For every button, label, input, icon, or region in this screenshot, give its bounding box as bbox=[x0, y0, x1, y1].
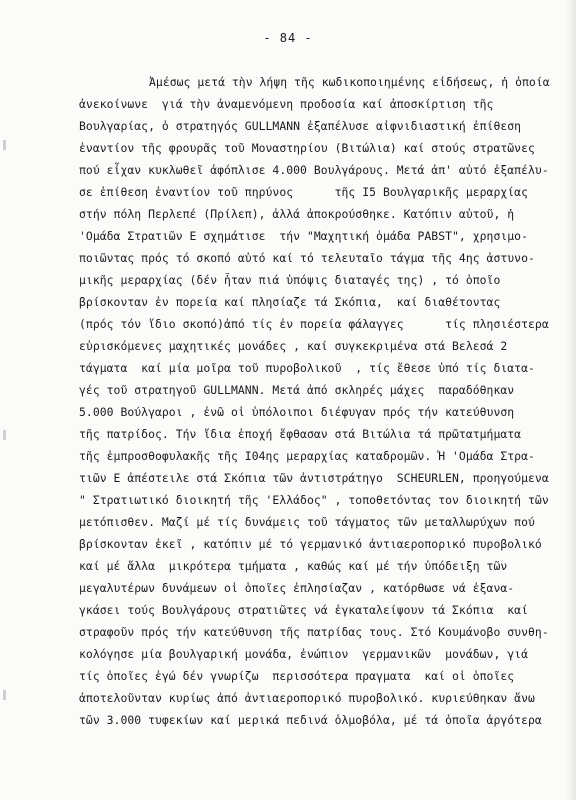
text-line: τῆς πατρίδος. Τήν ἴδια ἐποχή ἔφθασαν στά Βιτώλια τά πρῶτατμήματα bbox=[79, 427, 522, 441]
binding-mark bbox=[3, 430, 6, 440]
text-line: Ἀμέσως μετά τὴν λήψη τῆς κωδικοποιημένης εἰδήσεως, ἡ ὁποία bbox=[149, 75, 550, 89]
text-line: " Στρατιωτικό διοικητή τῆς 'Ελλάδος" , τοποθετόντας τον διοικητή τῶν bbox=[79, 493, 549, 507]
text-line: στραφοῦν πρός τήν κατεύθυνση τῆς πατρίδας τους. Στό Κουμάνοβο συνθη- bbox=[79, 625, 549, 639]
text-line: γκάσει τούς Βουλγάρους στρατιῶτες νά ἐγκαταλείψουν τά Σκόπια καί bbox=[79, 603, 529, 617]
text-line: πού εἶχαν κυκλωθεῖ ἀφόπλισε 4.000 Βουλγάρους. Μετά ἀπ' αὐτό ἐξαπέλυ- bbox=[79, 163, 549, 177]
text-line: 'Ομάδα Στρατιῶν Ε σχημάτισε τήν "Μαχητική ὁμάδα PABST", χρησιμο- bbox=[79, 229, 529, 243]
page-edge-shadow bbox=[566, 0, 576, 800]
binding-mark bbox=[3, 690, 6, 700]
binding-mark bbox=[3, 140, 6, 150]
text-line: 5.000 Βούλγαροι , ἐνῶ οἱ ὑπόλοιποι διέφυγαν πρός τήν κατεύθυνση bbox=[79, 405, 515, 419]
text-line: (πρός τόν ἴδιο σκοπό)ἀπό τίς ἐν πορεία φάλαγγες τίς πλησιέστερα bbox=[79, 317, 549, 331]
text-line: τιῶν Ε ἀπέστειλε στά Σκόπια τῶν ἀντιστράτηγο SCHEURLEN, προηγούμενα bbox=[79, 471, 549, 485]
text-line: σε ἐπίθεση ἐναντίον τοῦ πηρύνος τῆς I5 Βουλγαρικῆς μεραρχίας bbox=[79, 185, 529, 199]
text-line: ἐναντίον τῆς φρουρᾶς τοῦ Μοναστηρίου (Βιτώλια) καί στούς στρατῶνες bbox=[79, 141, 535, 155]
text-line: ἀποτελοῦνταν κυρίως ἀπό ἀντιαεροπορικό πυροβολικό. κυριεύθηκαν ἄνω bbox=[79, 691, 535, 705]
text-line: ἀνεκοίνωνε γιά τὴν ἀναμενόμενη προδοσία καί ἀποσκίρτιση τῆς bbox=[79, 97, 494, 111]
text-line: τάγματα καί μία μοῖρα τοῦ πυροβολικοῦ , τίς ἔθεσε ὑπό τίς διατα- bbox=[79, 361, 535, 375]
text-line: καί μέ ἄλλα μικρότερα τμήματα , καθώς καί μέ τήν ὑπόδειξη τῶν bbox=[79, 559, 508, 573]
page-number: - 84 - bbox=[263, 31, 313, 45]
text-line: βρίσκονταν ἐκεῖ , κατόπιν μέ τό γερμανικό ἀντιαεροπορικό πυροβολικό bbox=[79, 537, 542, 551]
text-line: στήν πόλη Περλεπέ (Πρίλεπ), ἀλλά ἀποκρούσθηκε. Κατόπιν αὐτοῦ, ἡ bbox=[79, 207, 515, 221]
text-line: γές τοῦ στρατηγοῦ GULLMANN. Μετά ἀπό σκληρές μάχες παραδόθηκαν bbox=[79, 383, 515, 397]
text-line: μεγαλυτέρων δυνάμεων οἱ ὁποῖες ἐπλησίαζαν , κατόρθωσε νά ἐξανα- bbox=[79, 581, 515, 595]
text-line: τίς ὁποῖες ἐγώ δέν γνωρίζω περισσότερα πραγματα καί οἱ ὁποῖες bbox=[79, 669, 515, 683]
text-line: εὐρισκόμενες μαχητικές μονάδες , καί συγκεκριμένα στά Βελεσά 2 bbox=[79, 339, 508, 353]
text-line: Βουλγαρίας, ὁ στρατηγός GULLMANN ἐξαπέλυσε αἰφνιδιαστική ἐπίθεση bbox=[79, 119, 522, 133]
text-line: μετόπισθεν. Μαζί μέ τίς δυνάμεις τοῦ τάγματος τῶν μεταλλωρύχων πού bbox=[79, 515, 535, 529]
text-line: μικῆς μεραρχίας (δέν ἦταν πιά ὑπόψις διαταγές της) , τό ὁποῖο bbox=[79, 273, 501, 287]
text-line: τῆς ἐμπροσθοφυλακῆς τῆς Ι04ης μεραρχίας καταδρομῶν. Ἡ 'Ομάδα Στρα- bbox=[79, 449, 535, 463]
text-line: ποιῶντας πρός τό σκοπό αὐτό καί τό τελευταῖο τάγμα τῆς 4ης ἀστυνο- bbox=[79, 251, 535, 265]
text-line: βρίσκονταν ἐν πορεία καί πλησίαζε τά Σκόπια, καί διαθέτοντας bbox=[79, 295, 501, 309]
text-line: τῶν 3.000 τυφεκίων καί μερικά πεδινά ὁλμοβόλα, μέ τά ὁποῖα ἀργότερα bbox=[79, 713, 542, 727]
text-line: κολόγησε μία βουλγαρική μονάδα, ἐνώπιον γερμανικῶν μονάδων, γιά bbox=[79, 647, 529, 661]
